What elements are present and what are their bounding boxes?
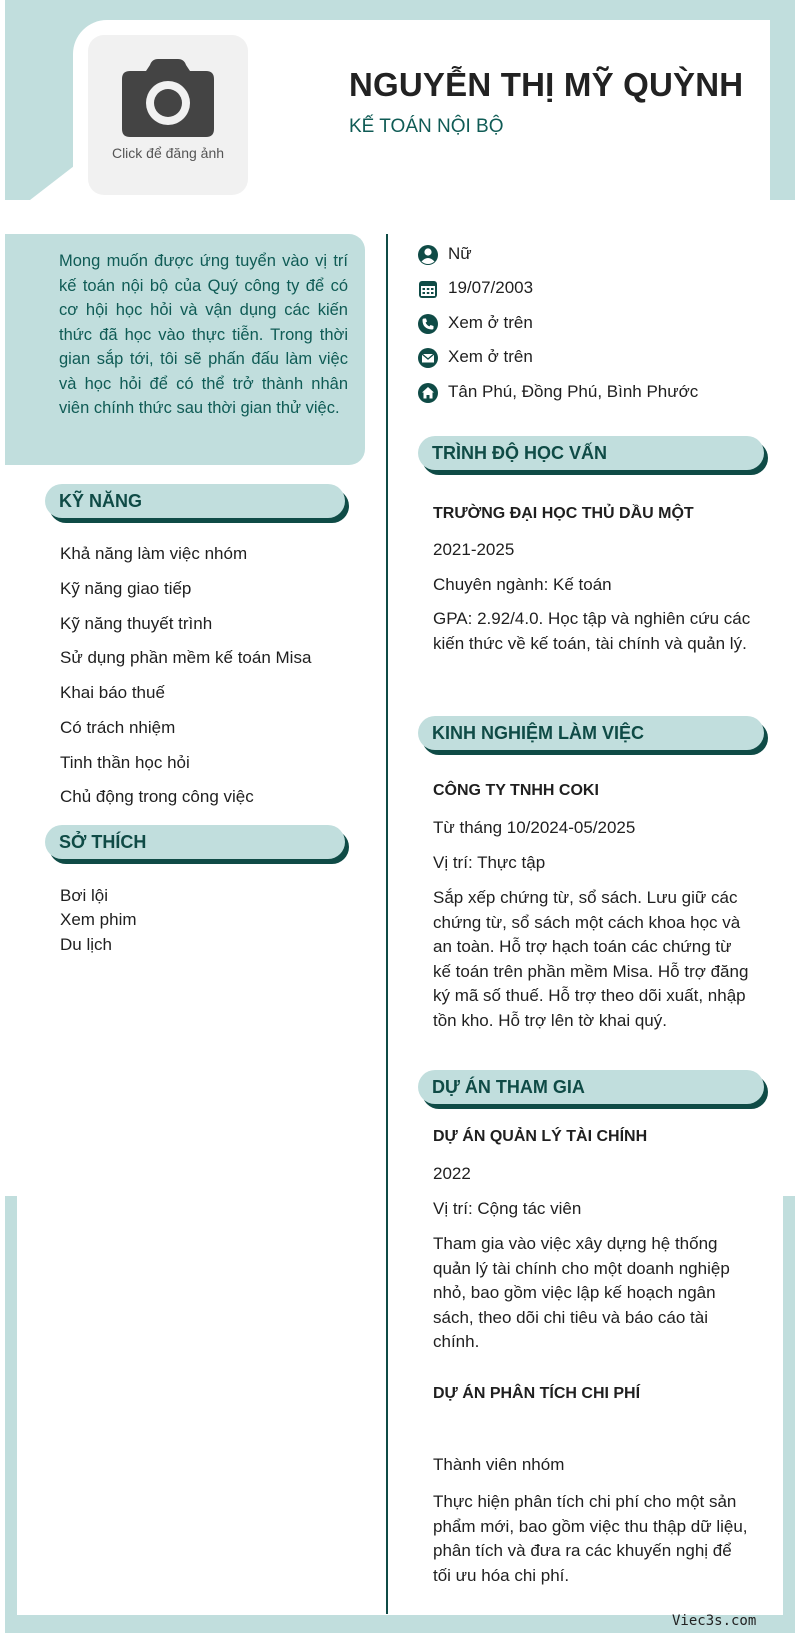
project-description: Tham gia vào việc xây dựng hệ thống quản lý tài chính cho một doanh nghiệp nhỏ, bao gồm việc lập kế hoạch ngân sách, theo dõi chi tiêu và báo cáo tài chính. — [433, 1234, 730, 1351]
email-value: Xem ở trên — [448, 347, 533, 366]
gender-row — [417, 243, 472, 267]
candidate-name: NGUYỄN THỊ MỸ QUỲNH — [349, 66, 744, 103]
header-corner-decoration — [30, 166, 74, 200]
career-objective: Mong muốn được ứng tuyển vào vị trí kế toán nội bộ của Quý công ty để có cơ hội học hỏi và vận dụng các kiến thức đã học vào thực tiễn. Trong thời gian sắp tới, tôi sẽ phấn đấu làm việc và học hỏi để có thể trở thành nhân viên chính thức sau thời gian thử việc. — [5, 234, 365, 465]
camera-icon — [120, 57, 216, 139]
hobby-item: Xem phim — [60, 910, 137, 929]
email-icon — [417, 347, 439, 369]
experience-company: CÔNG TY TNHH COKI — [433, 782, 599, 799]
project-role: Vị trí: Cộng tác viên — [433, 1199, 582, 1218]
skill-item: Kỹ năng thuyết trình — [60, 614, 213, 633]
skill-item: Khả năng làm việc nhóm — [60, 544, 248, 563]
experience-period: Từ tháng 10/2024-05/2025 — [433, 818, 636, 837]
phone-icon — [417, 313, 439, 335]
experience-position: Vị trí: Thực tập — [433, 853, 546, 872]
experience-description: Sắp xếp chứng từ, sổ sách. Lưu giữ các chứng từ, sổ sách một cách khoa học và an toàn. Hỗ trợ hạch toán các chứng từ kế toán trên phần mềm Misa. Hỗ trợ đăng ký mã số thuế. Hỗ trợ theo dõi xuất, nhập tồn kho. Hỗ trợ lên tờ khai quý. — [433, 888, 749, 1030]
photo-label: Click để đăng ảnh — [111, 145, 225, 161]
skill-item: Tinh thần học hỏi — [60, 753, 190, 772]
project-role: Thành viên nhóm — [433, 1455, 565, 1474]
hobbies-heading: SỞ THÍCH — [45, 825, 345, 859]
hobby-item: Bơi lội — [60, 886, 108, 905]
education-heading: TRÌNH ĐỘ HỌC VẤN — [418, 436, 764, 470]
projects-heading: DỰ ÁN THAM GIA — [418, 1070, 764, 1104]
education-description: GPA: 2.92/4.0. Học tập và nghiên cứu các kiến thức về kế toán, tài chính và quản lý. — [433, 609, 751, 653]
calendar-icon — [417, 278, 439, 300]
home-icon — [417, 382, 439, 404]
user-icon — [417, 244, 439, 266]
birthday-row — [417, 277, 534, 301]
skill-item: Kỹ năng giao tiếp — [60, 579, 192, 598]
project-description: Thực hiện phân tích chi phí cho một sản phẩm mới, bao gồm việc thu thập dữ liệu, phân tích và đưa ra các khuyến nghị để tối ưu hóa chi phí. — [433, 1492, 748, 1585]
experience-heading: KINH NGHIỆM LÀM VIỆC — [418, 716, 764, 750]
email-row — [417, 346, 533, 370]
address-row — [417, 381, 699, 405]
education-school: TRƯỜNG ĐẠI HỌC THỦ DẦU MỘT — [433, 505, 694, 522]
skill-item: Sử dụng phần mềm kế toán Misa — [60, 648, 312, 667]
project-name: DỰ ÁN QUẢN LÝ TÀI CHÍNH — [433, 1128, 648, 1145]
education-major: Chuyên ngành: Kế toán — [433, 575, 612, 594]
address-value: Tân Phú, Đồng Phú, Bình Phước — [448, 382, 699, 401]
hobby-item: Du lịch — [60, 935, 112, 954]
skill-item: Có trách nhiệm — [60, 718, 176, 737]
side-strip-right — [783, 1196, 795, 1633]
skill-item: Chủ động trong công việc — [60, 787, 254, 806]
column-divider — [386, 234, 388, 1614]
phone-row — [417, 312, 533, 336]
birthday-value: 19/07/2003 — [448, 278, 534, 297]
job-title: KẾ TOÁN NỘI BỘ — [349, 116, 504, 137]
phone-value: Xem ở trên — [448, 313, 533, 332]
education-period: 2021-2025 — [433, 540, 515, 559]
skills-heading: KỸ NĂNG — [45, 484, 345, 518]
gender-value: Nữ — [448, 244, 472, 263]
skill-item: Khai báo thuế — [60, 683, 165, 702]
project-year: 2022 — [433, 1164, 471, 1183]
watermark: Viec3s.com — [672, 1613, 757, 1629]
side-strip-left — [5, 1196, 17, 1633]
project-name: DỰ ÁN PHÂN TÍCH CHI PHÍ — [433, 1385, 641, 1402]
photo-upload[interactable] — [88, 35, 248, 195]
